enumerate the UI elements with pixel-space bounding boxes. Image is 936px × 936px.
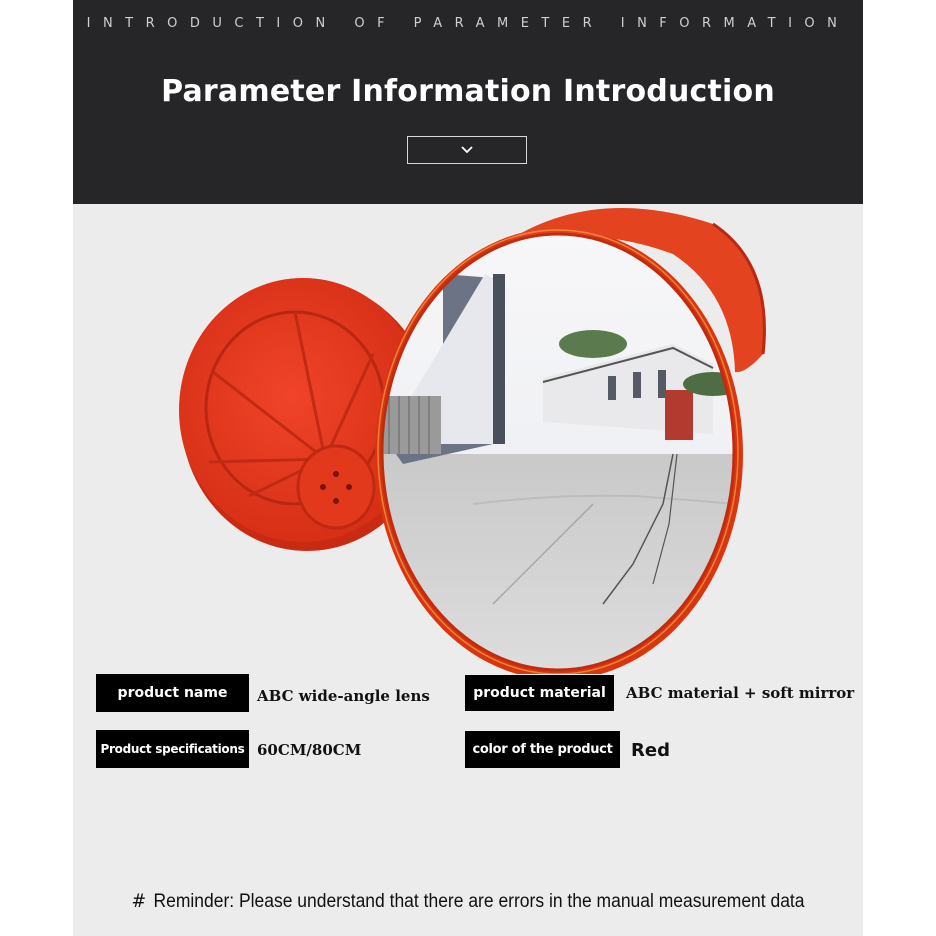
header-banner — [73, 0, 863, 204]
reminder-symbol: # — [131, 890, 147, 912]
reminder-text: Reminder: Please understand that there are errors in the manual measurement data — [153, 891, 805, 912]
spaced-heading: INTRODUCTION OF PARAMETER INFORMATION — [86, 16, 850, 31]
chevron-down-icon — [460, 145, 474, 155]
product-color-value: Red — [631, 740, 670, 761]
product-color-label: color of the product — [465, 731, 620, 768]
mirror-front — [373, 208, 764, 674]
product-material-label: product material — [465, 675, 614, 711]
product-name-value: ABC wide-angle lens — [257, 687, 430, 705]
product-material-value: ABC material + soft mirror — [626, 684, 855, 702]
scroll-down-button[interactable] — [407, 136, 527, 164]
reminder-note — [105, 890, 832, 913]
product-name-label: product name — [96, 674, 249, 712]
convex-mirror-image — [73, 204, 863, 674]
product-specifications-label: Product specifications — [96, 730, 249, 768]
product-specifications-value: 60CM/80CM — [257, 741, 362, 759]
page-title: Parameter Information Introduction — [161, 74, 775, 109]
product-panel — [73, 0, 863, 936]
